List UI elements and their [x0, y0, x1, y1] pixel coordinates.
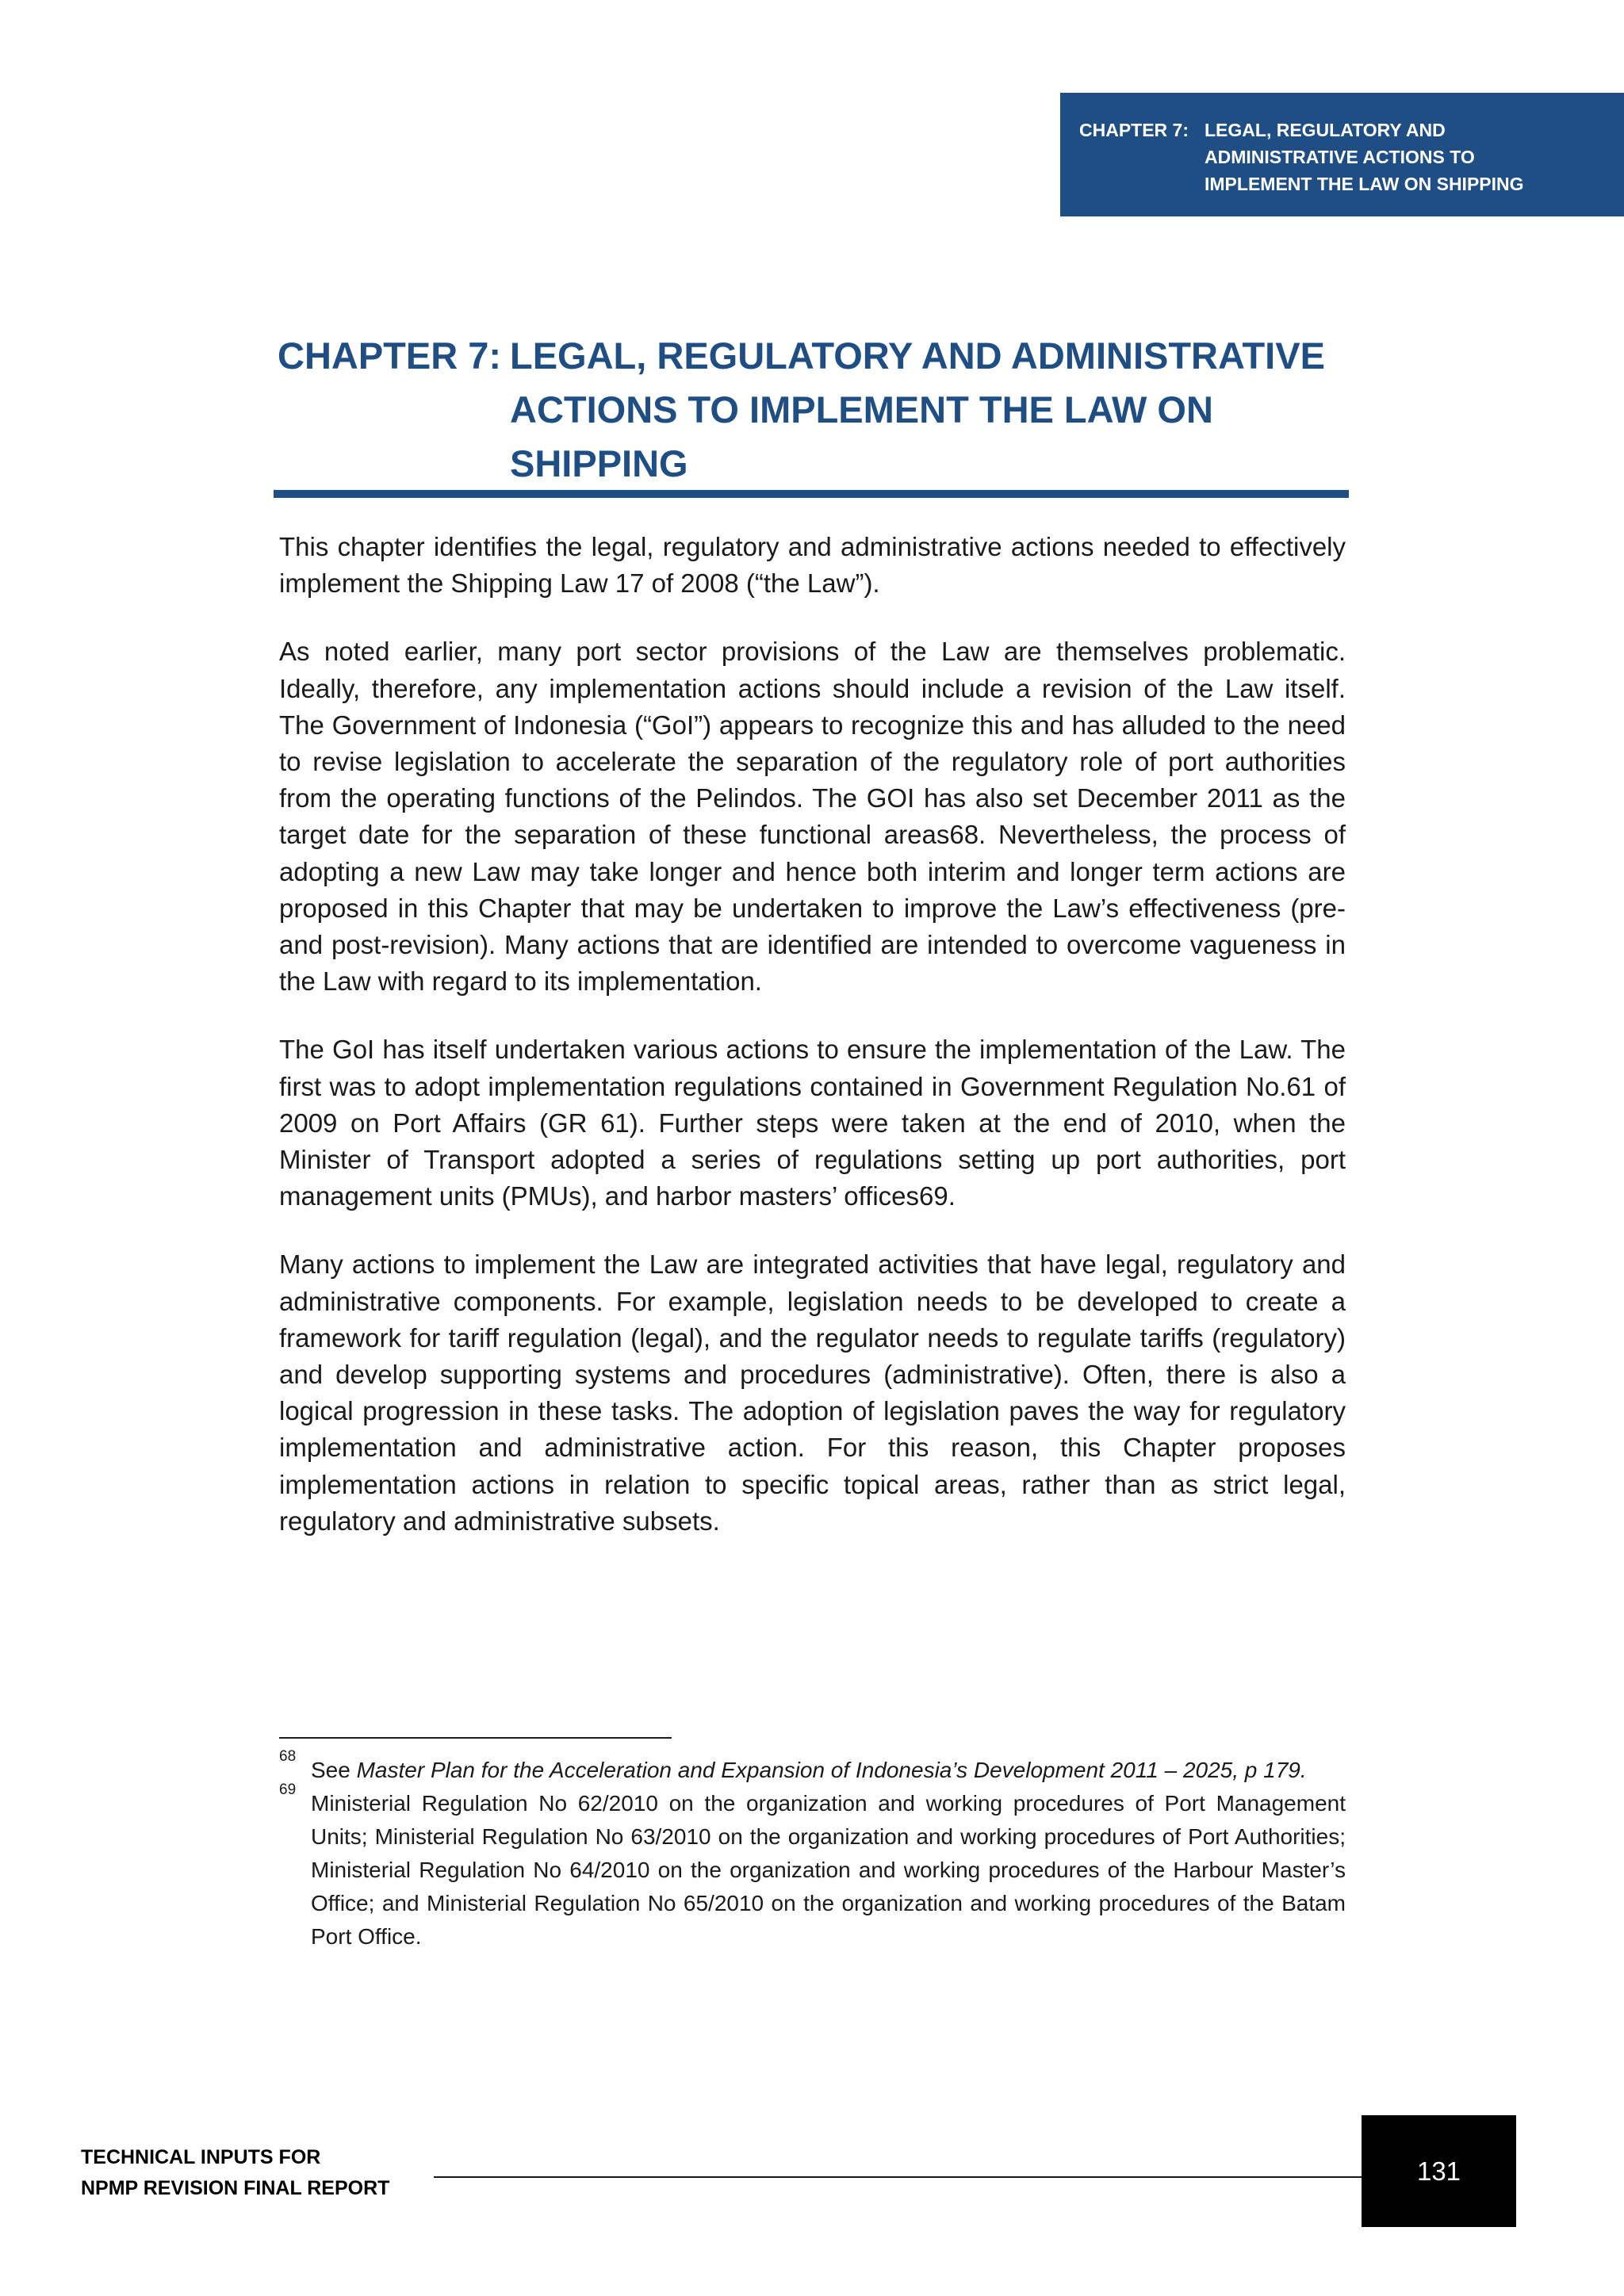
footer-line: TECHNICAL INPUTS FOR — [81, 2146, 321, 2168]
body-paragraph: The GoI has itself undertaken various actions to ensure the implementation of the Law. The first was to adopt implementation regulations contained in Government Regulation No.61 of 2009 on Port Affairs (GR 61). Further steps were taken at the end of 2010, when the Minister of Transport adopted a series of regulations setting up port authorities, port management units (PMUs), and harbor masters’ offices69. — [279, 1035, 1346, 1211]
footnote-69 — [279, 1781, 1346, 1954]
chapter-body — [279, 529, 1346, 1571]
footnote-number: 68 — [279, 1748, 297, 1765]
footnote-number: 69 — [279, 1781, 297, 1798]
chapter-title — [278, 329, 1348, 491]
running-header-line: ADMINISTRATIVE ACTIONS TO — [1205, 147, 1475, 167]
chapter-number: CHAPTER 7: — [278, 335, 502, 377]
page-number-text: 131 — [1416, 2156, 1461, 2186]
footnote-prefix: See — [311, 1758, 350, 1782]
chapter-heading-line: LEGAL, REGULATORY AND ADMINISTRATIVE — [510, 335, 1325, 377]
footer-line: NPMP REVISION FINAL REPORT — [81, 2177, 390, 2199]
body-paragraph: Many actions to implement the Law are integrated activities that have legal, regulatory and administrative components. For example, legislation needs to be developed to create a framework for tariff regulation (legal), and the regulator needs to regulate tariffs (regulatory) and develop supporting systems and procedures (administrative). Often, there is also a logical progression in these tasks. The adoption of legislation paves the way for regulatory implementation and administrative action. For this reason, this Chapter proposes implementation actions in relation to specific topical areas, rather than as strict legal, regulatory and administrative subsets. — [279, 1249, 1346, 1536]
chapter-heading-line: ACTIONS TO IMPLEMENT THE LAW ON — [510, 388, 1213, 430]
running-header-line: LEGAL, REGULATORY AND — [1205, 120, 1446, 140]
title-divider — [274, 490, 1349, 498]
chapter-heading-line: SHIPPING — [510, 442, 688, 484]
body-paragraph: As noted earlier, many port sector provisions of the Law are themselves problematic. Ideally, therefore, any implementation actions should include a revision of the Law itself. The Government of Indonesia (“GoI”) appears to recognize this and has alluded to the need to revise legislation to accelerate the separation of the regulatory role of port authorities from the operating functions of the Pelindos. The GOI has also set December 2011 as the target date for the separation of these functional areas68. Nevertheless, the process of adopting a new Law may take longer and hence both interim and longer term actions are proposed in this Chapter that may be undertaken to improve the Law’s effectiveness (pre- and post-revision). Many actions that are identified are intended to overcome vagueness in the Law with regard to its implementation. — [279, 637, 1346, 997]
chapter-heading — [510, 329, 1348, 491]
body-paragraph: This chapter identifies the legal, regulatory and administrative actions needed to effectively implement the Shipping Law 17 of 2008 (“the Law”). — [279, 532, 1346, 599]
footnote-citation: Master Plan for the Acceleration and Expansion of Indonesia’s Development 2011 – 2025, p 179. — [356, 1758, 1307, 1782]
footer-divider — [434, 2176, 1362, 2178]
running-header-title — [1205, 117, 1608, 216]
running-header-line: IMPLEMENT THE LAW ON SHIPPING — [1205, 174, 1524, 194]
footnotes — [279, 1748, 1346, 1954]
running-header-chapter: CHAPTER 7: — [1079, 120, 1189, 140]
page-number — [1362, 2115, 1516, 2227]
footer-report-title — [81, 2142, 389, 2204]
running-header — [1060, 93, 1624, 216]
footnote-divider — [279, 1737, 672, 1739]
footnote-68 — [279, 1748, 1346, 1787]
footnote-text: Ministerial Regulation No 62/2010 on the organization and working procedures of Port Management Units; Ministerial Regulation No 63/2010 on the organization and working procedures of Port Authorities; Ministerial Regulation No 64/2010 on the organization and working procedures of the Harbour Master’s Office; and Ministerial Regulation No 65/2010 on the organization and working procedures of the Batam Port Office. — [311, 1791, 1346, 1949]
